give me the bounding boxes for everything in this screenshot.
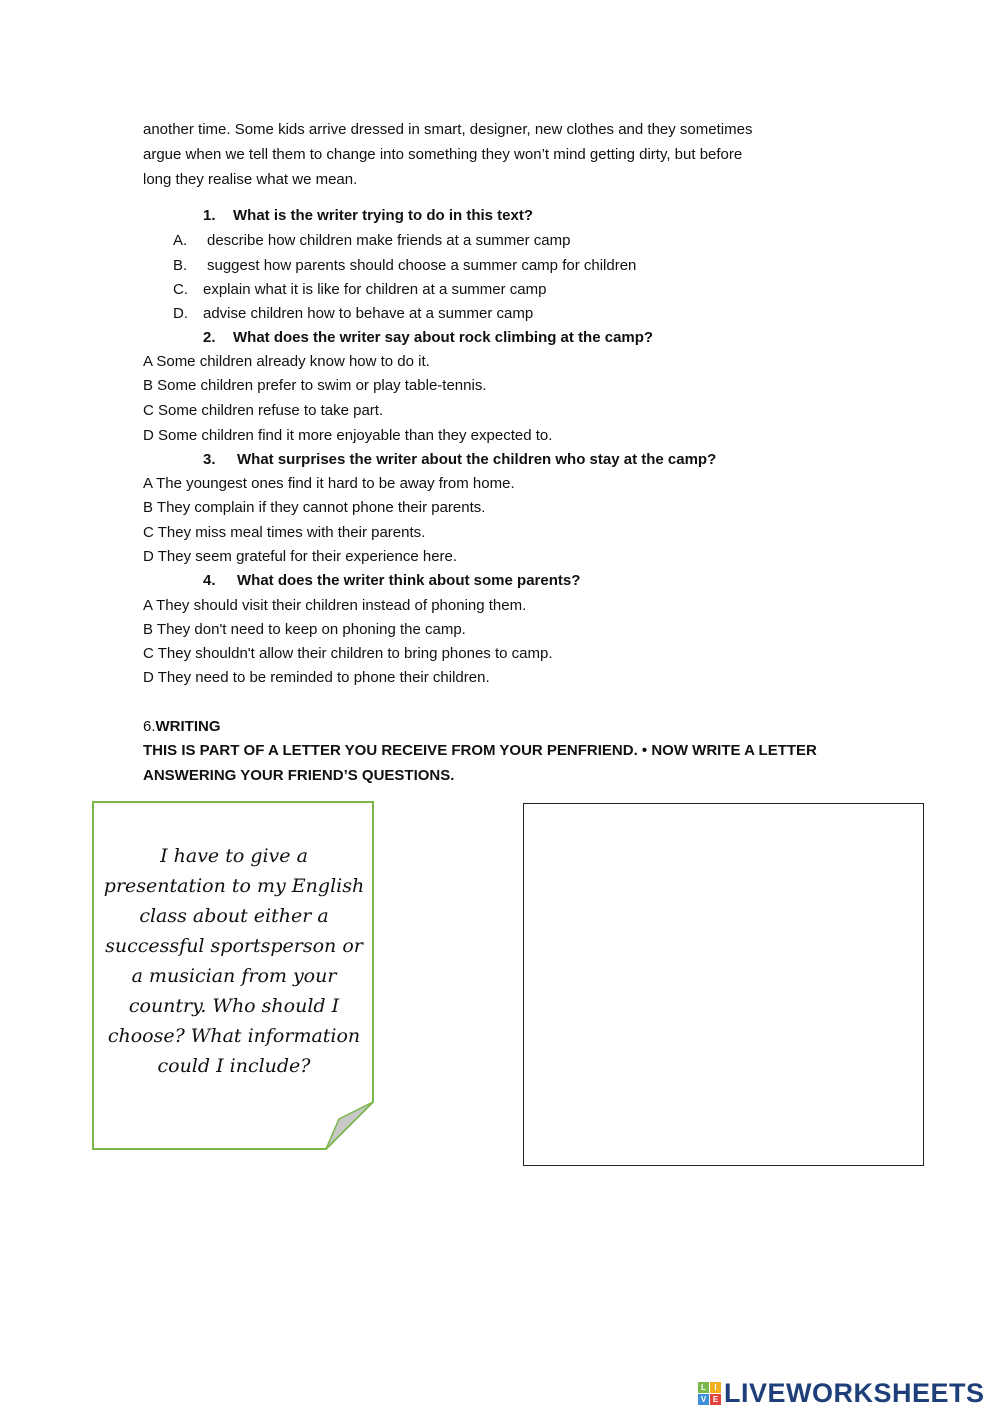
note-text: I have to give a presentation to my English class about either a successful sportsperson or a musician from your country. Who should I choose? What information could I include?: [103, 845, 365, 1077]
question-1-text: What is the writer trying to do in this text?: [233, 207, 534, 224]
question-2-number: 2.: [203, 329, 216, 346]
option-text[interactable]: suggest how parents should choose a summer camp for children: [207, 257, 637, 274]
section-title: WRITING: [155, 718, 221, 735]
option-letter: C.: [173, 281, 188, 298]
option-text[interactable]: B They don't need to keep on phoning the camp.: [143, 621, 466, 638]
section-number: 6.: [143, 718, 156, 735]
option-letter: D.: [173, 305, 188, 322]
option-text[interactable]: C They miss meal times with their parents.: [143, 524, 426, 541]
question-2-text: What does the writer say about rock climbing at the camp?: [233, 329, 654, 346]
question-1-number: 1.: [203, 207, 216, 224]
option-letter: B.: [173, 257, 188, 274]
option-text[interactable]: B Some children prefer to swim or play table-tennis.: [143, 377, 487, 394]
logo-mark-icon: [698, 1382, 721, 1405]
logo-letter: V: [698, 1394, 709, 1405]
logo-text: LIVEWORKSHEETS: [724, 1378, 985, 1408]
passage-line: another time. Some kids arrive dressed in smart, designer, new clothes and they sometimes: [143, 121, 753, 138]
option-text[interactable]: explain what it is like for children at a summer camp: [203, 281, 547, 298]
question-4-number: 4.: [203, 572, 216, 589]
writing-heading: [143, 717, 221, 737]
logo-letter: I: [710, 1382, 721, 1393]
option-text[interactable]: D Some children find it more enjoyable than they expected to.: [143, 427, 553, 444]
option-text[interactable]: B They complain if they cannot phone their parents.: [143, 499, 486, 516]
passage-line: argue when we tell them to change into something they won’t mind getting dirty, but before: [143, 146, 743, 163]
question-4-text: What does the writer think about some parents?: [237, 572, 581, 589]
option-text[interactable]: C Some children refuse to take part.: [143, 402, 384, 419]
option-text[interactable]: D They need to be reminded to phone their children.: [143, 669, 490, 686]
option-text[interactable]: describe how children make friends at a summer camp: [207, 232, 571, 249]
penfriend-note: [92, 801, 374, 1150]
option-text[interactable]: A The youngest ones find it hard to be away from home.: [143, 475, 515, 492]
logo-letter: L: [698, 1382, 709, 1393]
option-text[interactable]: A They should visit their children instead of phoning them.: [143, 597, 527, 614]
option-letter: A.: [173, 232, 188, 249]
logo-letter: E: [710, 1394, 721, 1405]
liveworksheets-logo: [698, 1378, 985, 1409]
writing-instruction: ANSWERING YOUR FRIEND’S QUESTIONS.: [143, 767, 455, 784]
option-text[interactable]: C They shouldn't allow their children to bring phones to camp.: [143, 645, 553, 662]
writing-instruction: THIS IS PART OF A LETTER YOU RECEIVE FROM YOUR PENFRIEND. • NOW WRITE A LETTER: [143, 742, 817, 759]
option-text[interactable]: D They seem grateful for their experience here.: [143, 548, 458, 565]
passage-line: long they realise what we mean.: [143, 171, 358, 188]
question-3-text: What surprises the writer about the children who stay at the camp?: [237, 451, 717, 468]
question-3-number: 3.: [203, 451, 216, 468]
option-text[interactable]: A Some children already know how to do it.: [143, 353, 430, 370]
answer-box[interactable]: [523, 803, 924, 1166]
option-text[interactable]: advise children how to behave at a summer camp: [203, 305, 534, 322]
